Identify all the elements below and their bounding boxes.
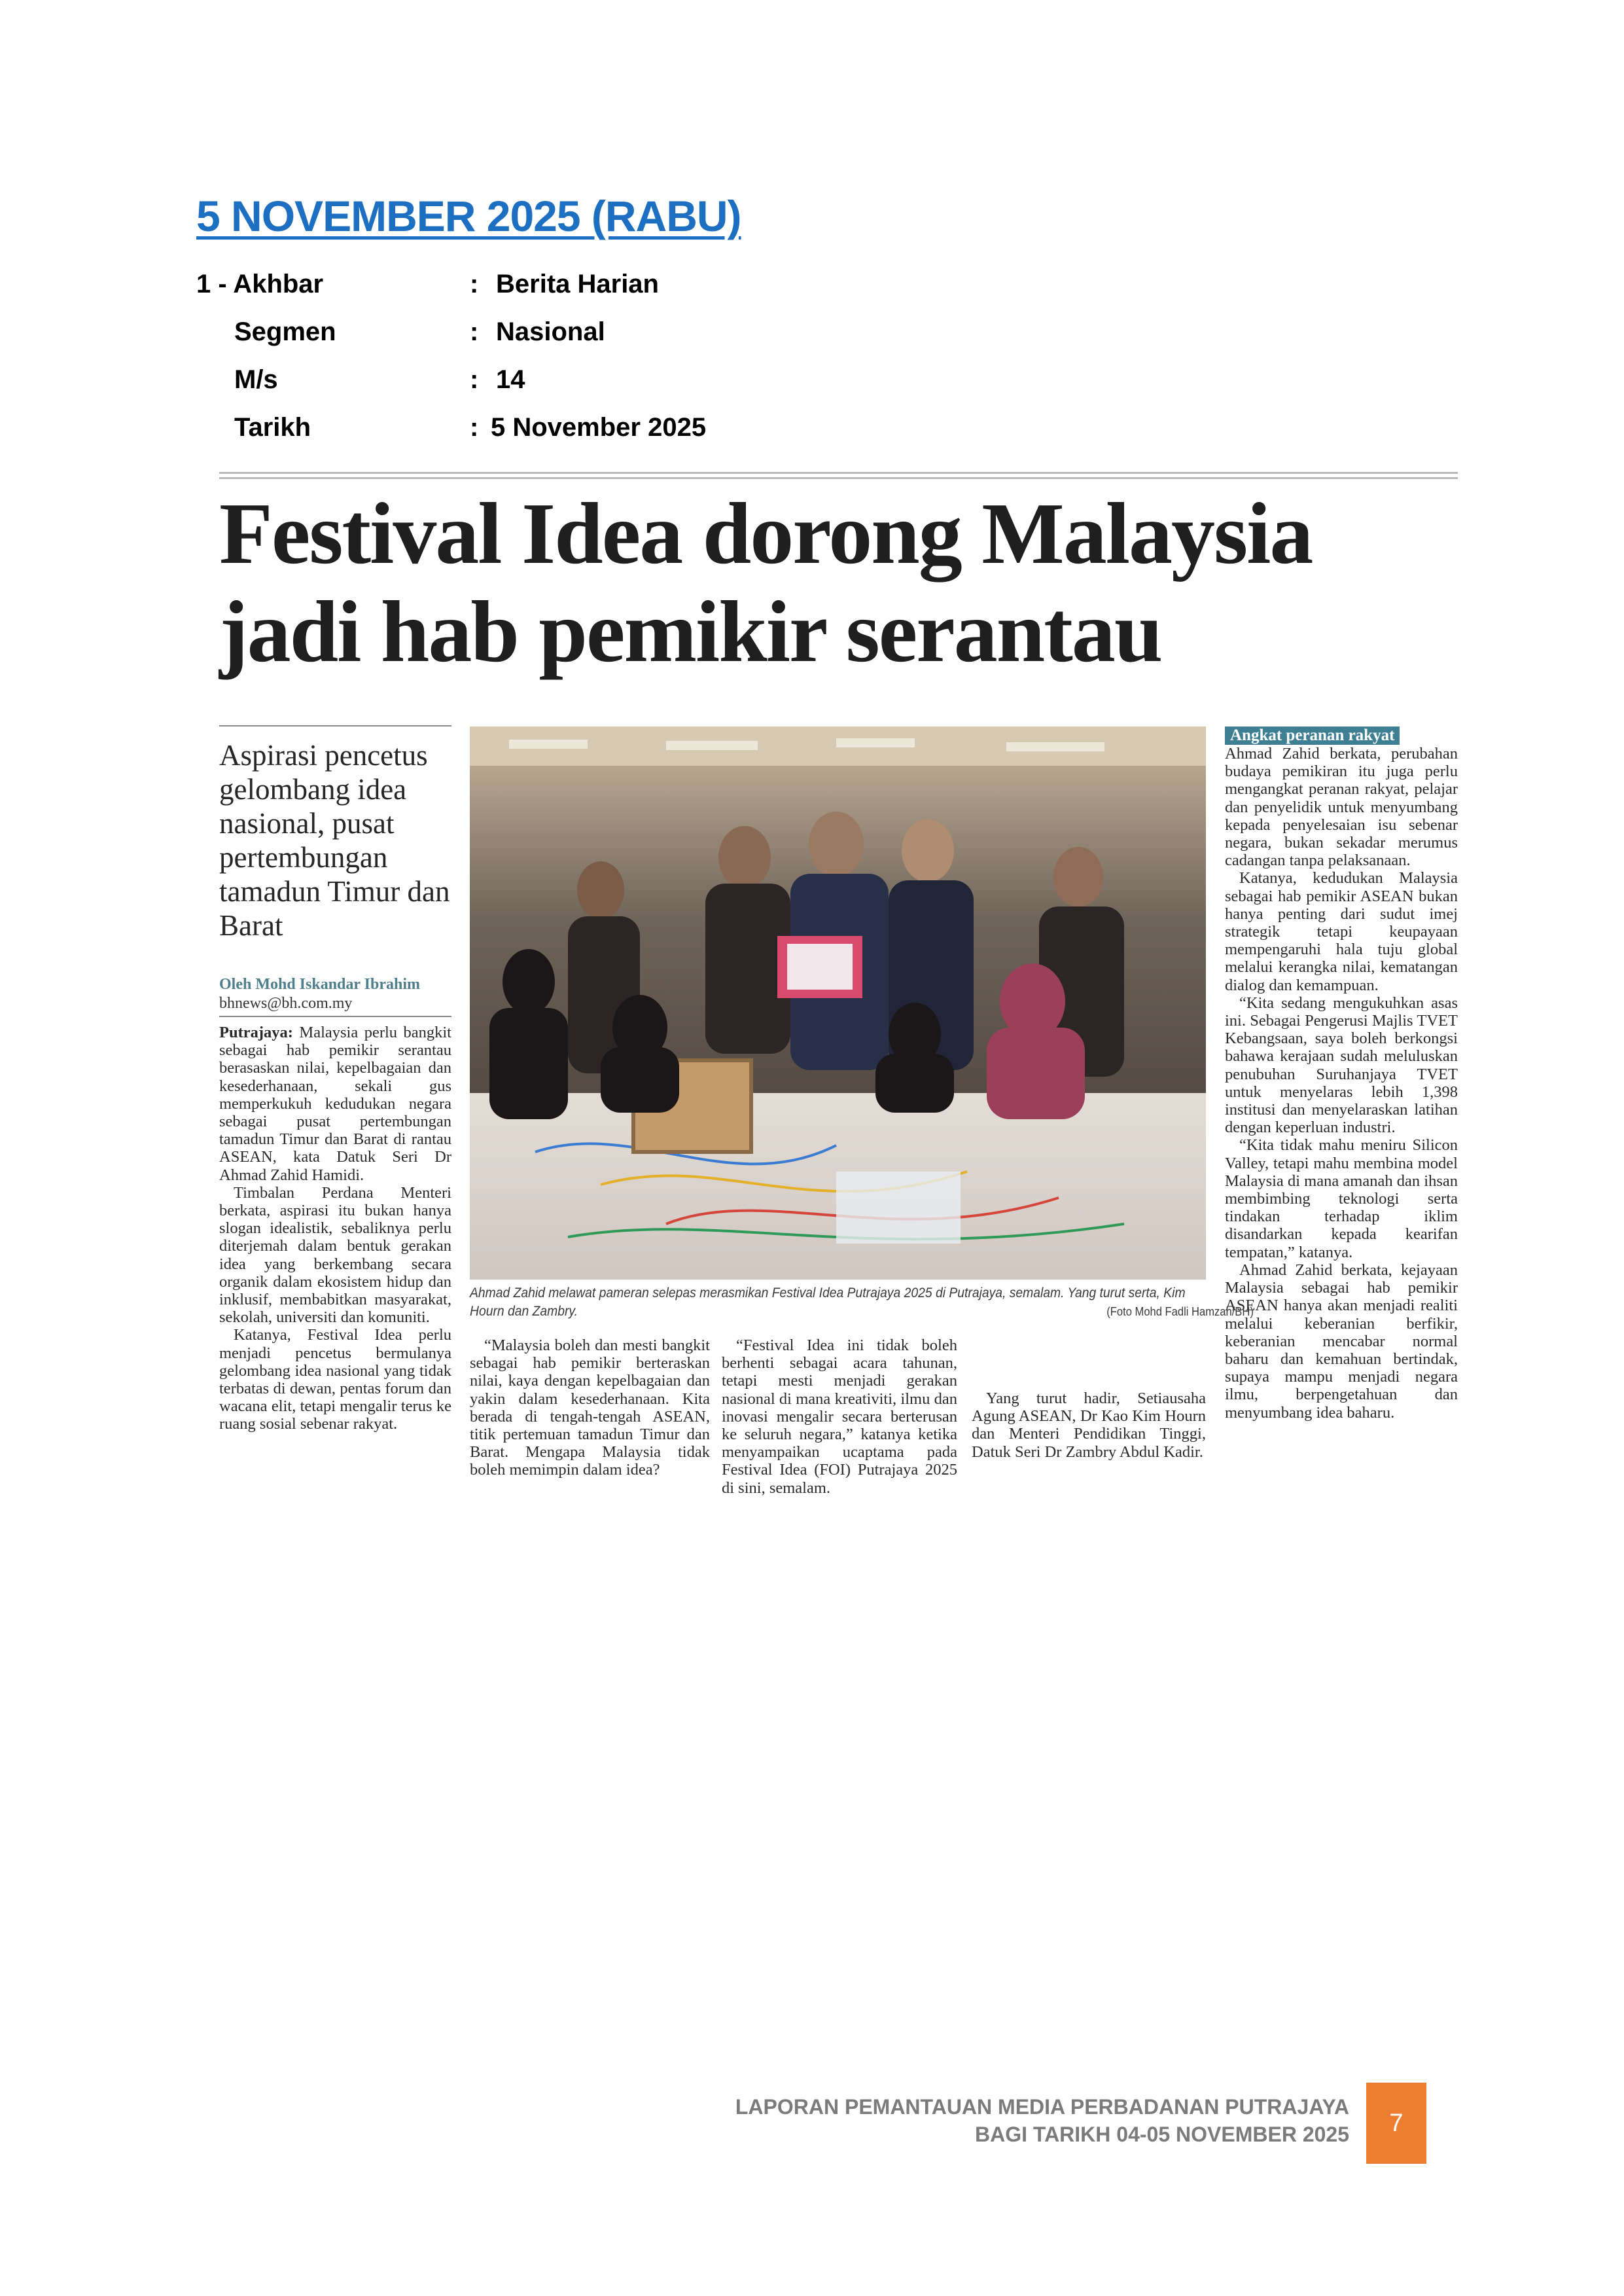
meta-label: 1 - Akhbar	[196, 270, 324, 298]
meta-colon: :	[470, 317, 479, 346]
photo-credit: (Foto Mohd Fadli Hamzah/BH)	[1106, 1305, 1254, 1318]
meta-label: M/s	[234, 365, 278, 394]
footer-line: LAPORAN PEMANTAUAN MEDIA PERBADANAN PUTRAJAYA	[735, 2095, 1349, 2119]
article-column-2	[470, 1336, 710, 1479]
headline-line: Festival Idea dorong Malaysia	[219, 485, 1313, 582]
footer-line: BAGI TARIKH 04-05 NOVEMBER 2025	[975, 2123, 1349, 2146]
meta-row-tarikh	[0, 413, 1624, 446]
meta-colon: :	[470, 270, 479, 298]
paragraph-text: Malaysia perlu bangkit sebagai hab pemikir serantau berasaskan nilai, kepelbagaian dan kesederhanaan, sekali gus memperkukuh kedudukan negara sebagai pusat pertembungan tamadun Timur dan Barat di rantau ASEAN, kata Datuk Seri Dr Ahmad Zahid Hamidi.	[219, 1024, 451, 1184]
author-name: Oleh Mohd Iskandar Ibrahim	[219, 976, 420, 993]
article-subheadline: Aspirasi pencetus gelombang idea nasional, pusat pertembungan tamadun Timur dan Barat	[219, 739, 450, 942]
article-column-1	[219, 1024, 451, 1433]
paragraph: “Festival Idea ini tidak boleh berhenti sebagai acara tahunan, tetapi mesti menjadi gerakan nasional di mana kreativiti, ilmu dan inovasi mengalir secara berterusan ke seluruh negara,” katanya ketika menyampaikan ucaptama pada Festival Idea (FOI) Putrajaya 2025 di sini, semalam.	[722, 1336, 957, 1497]
paragraph: “Kita tidak mahu meniru Silicon Valley, tetapi mahu membina model Malaysia di mana amanah dan ihsan membimbing teknologi serta tindakan terhadap iklim disandarkan kepada kearifan tempatan,” katanya.	[1225, 1136, 1458, 1261]
dateline: Putrajaya:	[219, 1024, 293, 1041]
author-email: bhnews@bh.com.my	[219, 995, 353, 1012]
meta-value: Nasional	[496, 317, 605, 346]
photo-caption	[470, 1284, 1254, 1321]
paragraph: Katanya, kedudukan Malaysia sebagai hab pemikir ASEAN bukan hanya penting dari sudut imej strategik tetapi keupayaan mempengaruhi hala tuju global melalui kerangka nilai, kematangan dialog dan kemampuan.	[1225, 869, 1458, 994]
meta-label: Tarikh	[234, 413, 311, 442]
paragraph: Katanya, Festival Idea perlu menjadi pencetus bermulanya gelombang idea nasional yang tidak terbatas di dewan, pentas forum dan wacana elit, tetapi mengalir terus ke ruang sosial sebenar rakyat.	[219, 1326, 451, 1433]
paragraph: Timbalan Perdana Menteri berkata, aspirasi itu bukan hanya slogan idealistik, sebaliknya perlu diterjemah dalam bentuk gerakan idea yang berkembang secara organik dalam ekosistem hidup dan inklusif, membabitkan masyarakat, sekolah, universiti dan komuniti.	[219, 1183, 451, 1327]
divider	[219, 472, 1458, 474]
footer-text	[735, 2093, 1349, 2148]
paragraph: Ahmad Zahid berkata, perubahan budaya pemikiran itu juga perlu mengangkat peranan rakyat, pelajar dan penyelidik untuk menyumbang kepada penyelesaian isu sebenar negara, bukan sekadar merumus cadangan tanpa pelaksanaan.	[1225, 745, 1458, 870]
divider	[219, 477, 1458, 479]
paragraph: “Malaysia boleh dan mesti bangkit sebagai hab pemikir berteraskan nilai, kaya dengan kepelbagaian dan yakin dalam kesederhanaan. Kita berada di tengah-tengah ASEAN, titik pertemuan tamadun Timur dan Barat. Mengapa Malaysia tidak boleh memimpin dalam idea?	[470, 1336, 710, 1479]
meta-colon: :	[470, 365, 479, 394]
paragraph: Yang turut hadir, Setiausaha Agung ASEAN, Dr Kao Kim Hourn dan Menteri Pendidikan Tinggi, Datuk Seri Dr Zambry Abdul Kadir.	[972, 1390, 1206, 1461]
section-heading: Angkat peranan rakyat	[1225, 726, 1400, 745]
meta-value: Berita Harian	[496, 270, 659, 298]
paragraph	[219, 1024, 451, 1184]
meta-row-ms	[0, 365, 1624, 398]
meta-value: 14	[496, 365, 525, 394]
paragraph: Ahmad Zahid berkata, kejayaan Malaysia sebagai hab pemikir ASEAN hanya akan menjadi realiti melalui keberanian berfikir, keberanian mencabar normal baharu dan kemahuan bertindak, supaya mampu menjadi negara ilmu, berpengetahuan dan menyumbang idea baharu.	[1225, 1261, 1458, 1422]
byline	[219, 975, 451, 1013]
page-number: 7	[1366, 2083, 1426, 2164]
headline-line: jadi hab pemikir serantau	[219, 583, 1162, 680]
divider	[219, 1016, 451, 1017]
article-column-5	[1225, 726, 1458, 1422]
meta-label: Segmen	[234, 317, 336, 346]
report-date-title: 5 NOVEMBER 2025 (RABU)	[196, 192, 741, 240]
article-photo	[470, 726, 1206, 1280]
article-column-4	[972, 1336, 1206, 1461]
meta-value: 5 November 2025	[491, 413, 707, 442]
article-headline	[219, 484, 1312, 681]
divider	[219, 725, 451, 726]
article-column-3	[722, 1336, 957, 1497]
caption-text: Ahmad Zahid melawat pameran selepas merasmikan Festival Idea Putrajaya 2025 di Putrajaya, semalam. Yang turut serta, Kim Hourn dan Zambry.	[470, 1285, 1186, 1319]
meta-row-segmen	[0, 317, 1624, 350]
paragraph: “Kita sedang mengukuhkan asas ini. Sebagai Pengerusi Majlis TVET Kebangsaan, saya boleh berkongsi bahawa kerajaan sudah meluluskan penubuhan Suruhanjaya TVET untuk menyelaras lebih 1,398 institusi dan menyelaraskan latihan dengan keperluan industri.	[1225, 994, 1458, 1137]
meta-row-akhbar	[0, 270, 1624, 302]
meta-colon: :	[470, 413, 479, 442]
